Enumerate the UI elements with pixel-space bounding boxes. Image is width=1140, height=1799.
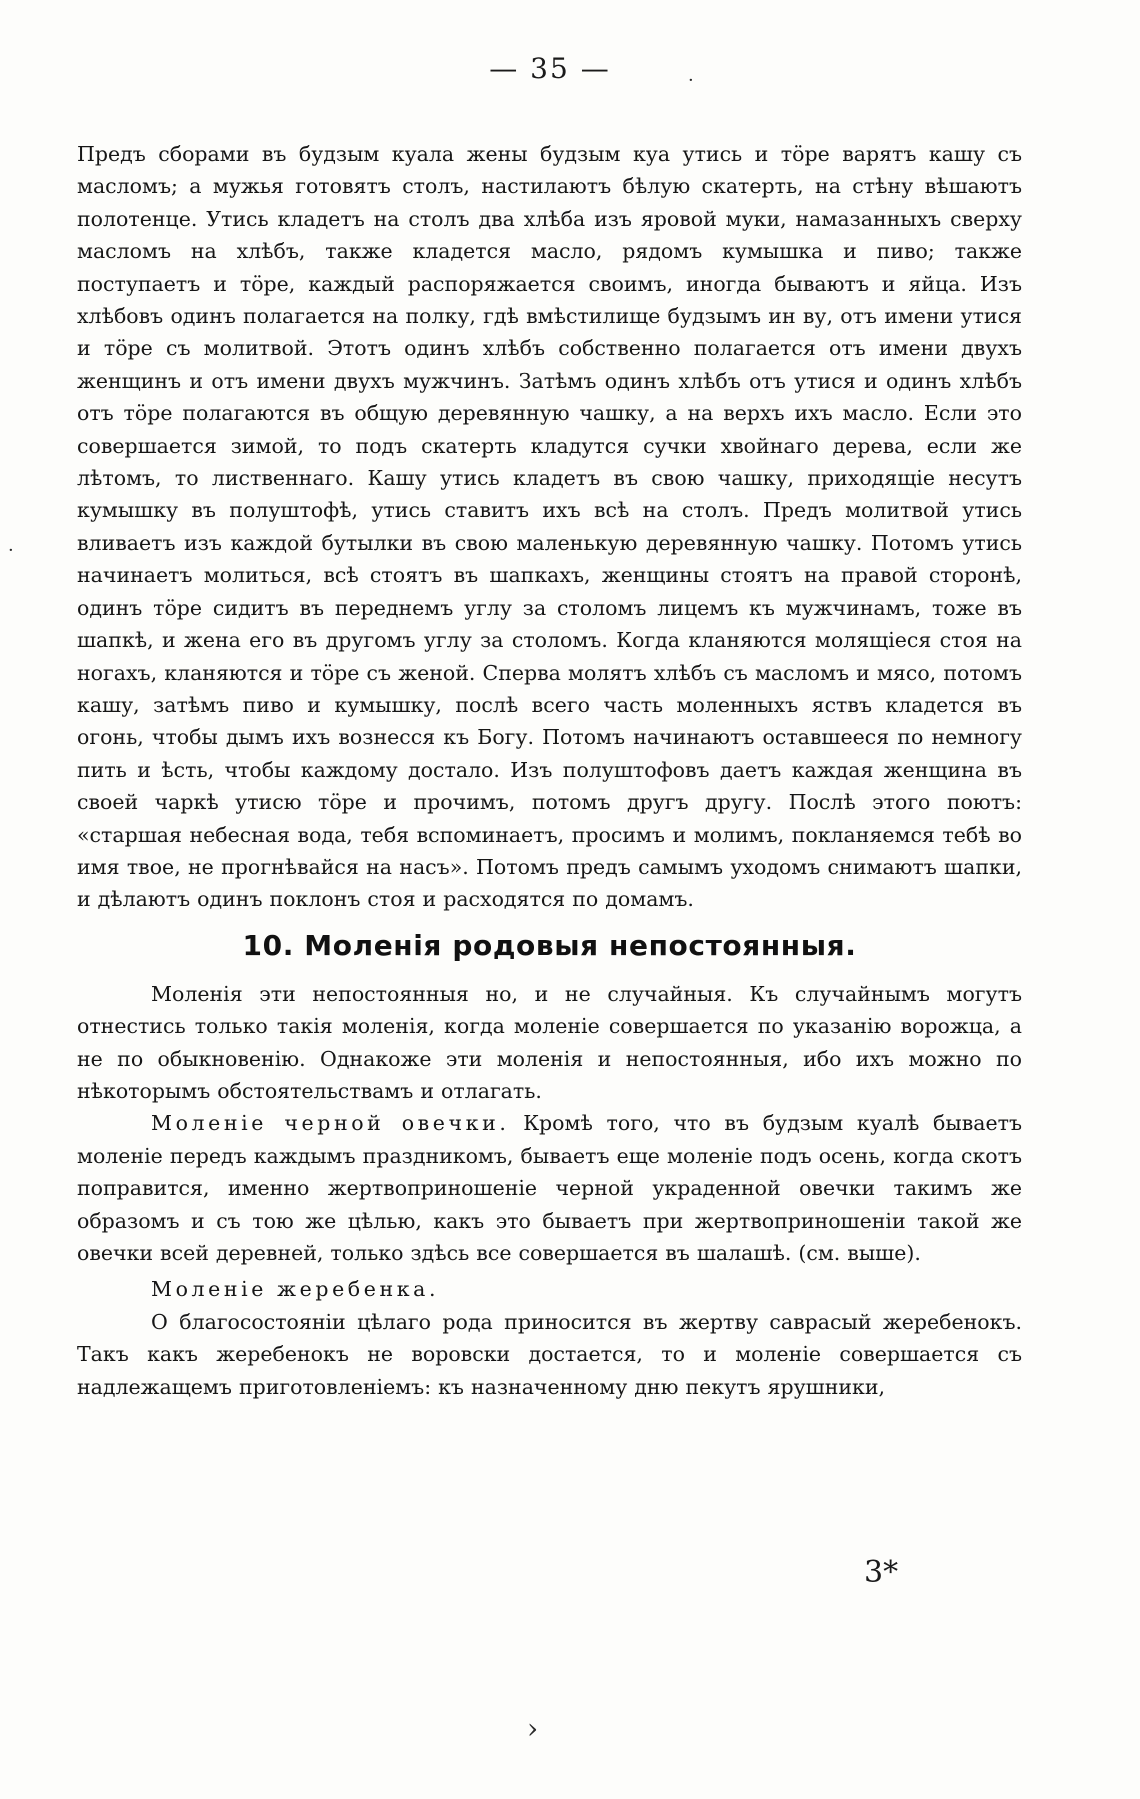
paragraph-foal: О благосостояніи цѣлаго рода приносится въ жертву саврасый жеребенокъ. Такъ какъ жеребенокъ не воровски достается, то и моленіе совершается съ надлежащемъ приготовленіемъ: къ назначенному дню пекутъ ярушники, (77, 1309, 1022, 1399)
signature-mark: 3* (864, 1555, 899, 1590)
subheading-foal: Моленіе жеребенка. (151, 1277, 440, 1302)
scan-speck: · (8, 540, 14, 561)
body-text (77, 138, 1022, 1403)
scan-speck: · (688, 70, 694, 91)
scan-mark: › (527, 1712, 539, 1745)
paragraph-black-sheep-text: Кромѣ того, что въ будзым куалѣ бываетъ моленіе передъ каждымъ праздникомъ, бываетъ еще моленіе подъ осень, когда скотъ поправится, именно жертвоприношеніе черной украденной овечки такимъ же образомъ и съ тою же цѣлью, какъ это бываетъ при жертвоприношеніи такой же овечки всей деревней, только здѣсь все совершается въ шалашѣ. (см. выше). (77, 1111, 1022, 1265)
page-number: — 35 — (489, 52, 611, 85)
paragraph-section-intro: Моленія эти непостоянныя но, и не случайныя. Къ случайнымъ могутъ отнестись только такія моленія, когда моленіе совершается по указанію ворожца, а не по обыкновенію. Однакоже эти моленія и непостоянныя, ибо ихъ можно по нѣкоторымъ обстоятельствамъ и отлагать. (77, 981, 1022, 1103)
section-heading: 10. Моленія родовыя непостоянныя. (242, 928, 857, 962)
paragraph-prayer-procedure: Предъ сборами въ будзым куала жены будзым куа утись и тöре варятъ кашу съ масломъ; а мужья готовятъ столъ, настилаютъ бѣлую скатерть, на стѣну вѣшаютъ полотенце. Утись кладетъ на столъ два хлѣба изъ яровой муки, намазанныхъ сверху масломъ на хлѣбъ, также кладется масло, рядомъ кумышка и пиво; также поступаетъ и тöре, каждый распоряжается своимъ, иногда бываютъ и яйца. Изъ хлѣбовъ одинъ полагается на полку, гдѣ вмѣстилище будзымъ ин ву, отъ имени утися и тöре съ молитвой. Этотъ одинъ хлѣбъ собственно полагается отъ имени двухъ женщинъ и отъ имени двухъ мужчинъ. Затѣмъ одинъ хлѣбъ отъ утися и одинъ хлѣбъ отъ тöре полагаются въ общую деревянную чашку, а на верхъ ихъ масло. Если это совершается зимой, то подъ скатерть кладутся сучки хвойнаго дерева, если же лѣтомъ, то лиственнаго. Кашу утись кладетъ въ свою чашку, приходящіе несутъ кумышку въ полуштофѣ, утись ставитъ ихъ всѣ на столъ. Предъ молитвой утись вливаетъ изъ каждой бутылки въ свою маленькую деревянную чашку. Потомъ утись начинаетъ молиться, всѣ стоятъ въ шапкахъ, женщины стоятъ на правой сторонѣ, одинъ тöре сидитъ въ переднемъ углу за столомъ лицемъ къ мужчинамъ, тоже въ шапкѣ, и жена его въ другомъ углу за столомъ. Когда кланяются молящіеся стоя на ногахъ, кланяются и тöре съ женой. Сперва молятъ хлѣбъ съ масломъ и мясо, потомъ кашу, затѣмъ пиво и кумышку, послѣ всего часть моленныхъ яствъ кладется въ огонь, чтобы дымъ ихъ вознесся къ Богу. Потомъ начинаютъ оставшееся по немногу пить и ѣсть, чтобы каждому достало. Изъ полуштофовъ даетъ каждая женщина въ своей чаркѣ утисю тöре и прочимъ, потомъ другъ другу. Послѣ этого поютъ: «старшая небесная вода, тебя вспоминаетъ, просимъ и молимъ, покланяемся тебѣ во имя твое, не прогнѣвайся на насъ». Потомъ предъ самымъ уходомъ снимаютъ шапки, и дѣлаютъ одинъ поклонъ стоя и расходятся по домамъ. (77, 142, 1022, 912)
subheading-black-sheep: Моленіе черной овечки. (151, 1111, 510, 1136)
paragraph-black-sheep (77, 1107, 1022, 1269)
